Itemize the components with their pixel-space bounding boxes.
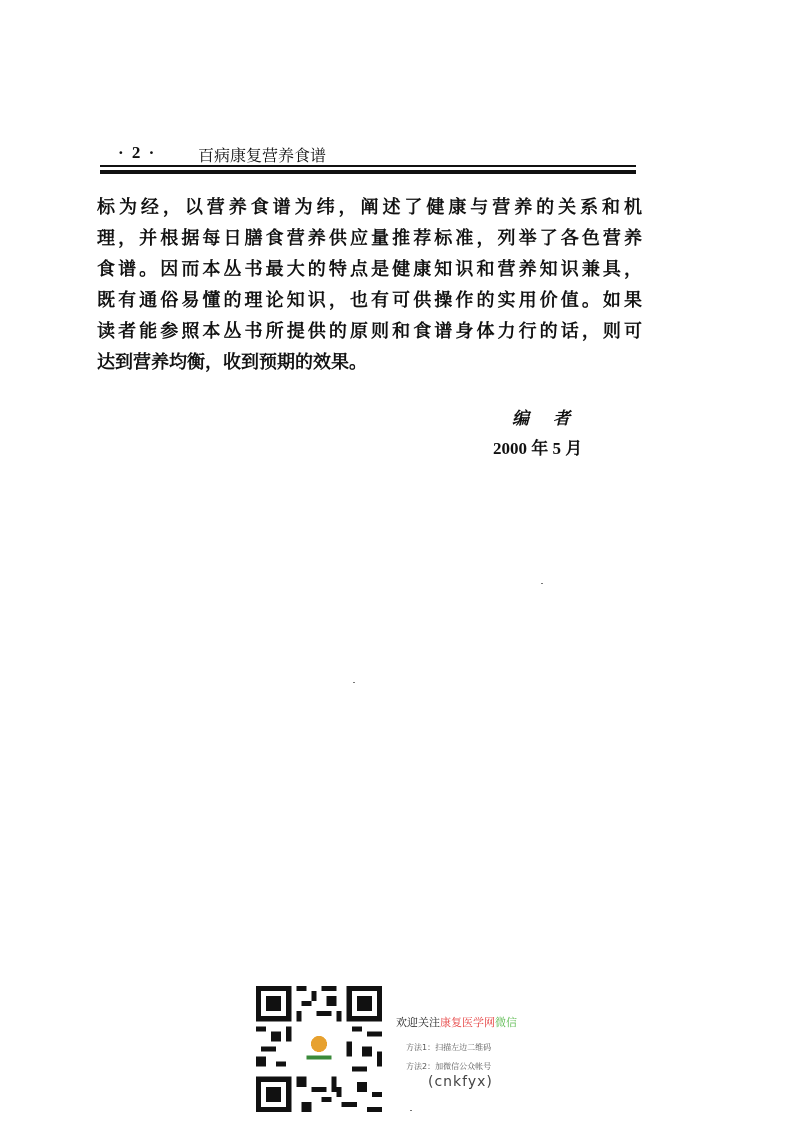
running-title: 百病康复营养食谱 (198, 146, 327, 165)
body-line: 读者能参照本丛书所提供的原则和食谱身体力行的话，则可 (97, 321, 642, 342)
promo-method-1: 方法1：扫描左边二维码 (406, 1043, 492, 1052)
signature-date: 2000 年 5 月 (493, 439, 583, 458)
promo-title-suffix: 微信 (495, 1016, 517, 1029)
body-line: 达到营养均衡，收到预期的效果。 (97, 352, 367, 373)
header-rule-thin (100, 165, 636, 167)
promo-title (396, 1014, 517, 1030)
qr-code-icon[interactable] (256, 986, 382, 1112)
promo-account-id: (cnkfyx) (428, 1074, 493, 1090)
promo-method-2: 方法2：加微信公众帐号 (406, 1062, 492, 1071)
body-line: 食谱。因而本丛书最大的特点是健康知识和营养知识兼具， (97, 259, 642, 280)
body-text (97, 192, 642, 378)
page-header (100, 140, 636, 180)
signature-author: 编者 (512, 409, 594, 429)
body-line: 理，并根据每日膳食营养供应量推荐标准，列举了各色营养 (97, 228, 642, 249)
body-line: 既有通俗易懂的理论知识，也有可供操作的实用价值。如果 (97, 290, 642, 311)
promo-title-prefix: 欢迎关注 (396, 1016, 440, 1029)
promo-title-highlight: 康复医学网 (440, 1016, 495, 1029)
scan-speck (353, 682, 355, 683)
header-rule-thick (100, 170, 636, 174)
page-number: · 2 · (118, 143, 157, 162)
scan-speck (541, 583, 543, 584)
promo-banner (256, 986, 556, 1116)
body-line: 标为经，以营养食谱为纬，阐述了健康与营养的关系和机 (97, 197, 642, 218)
